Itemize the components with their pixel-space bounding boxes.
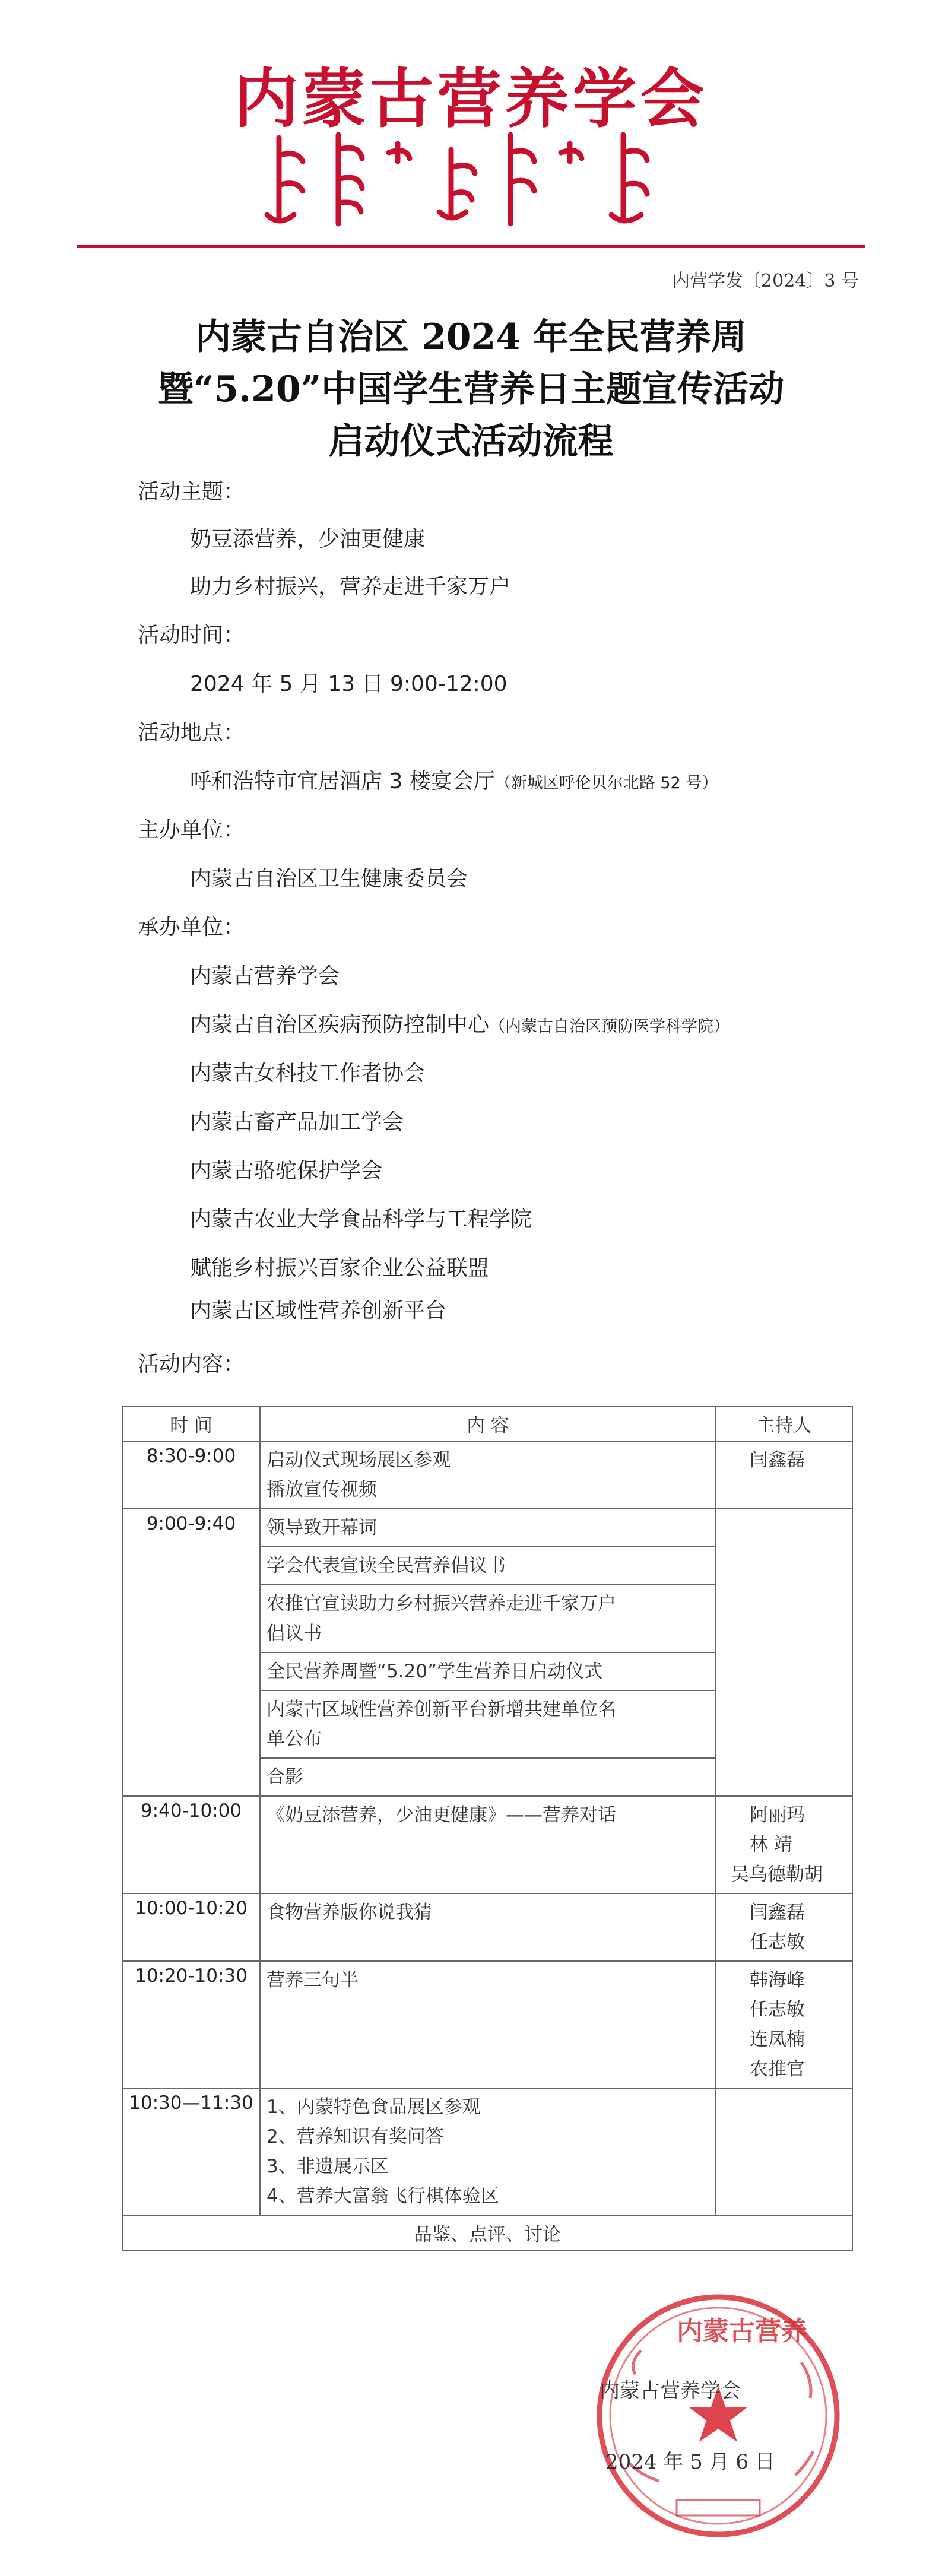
host-name: 任志敏 — [750, 1999, 805, 2020]
table-row — [122, 1893, 852, 1961]
host-name: 闫鑫磊 — [750, 1902, 805, 1923]
header-content: 内 容 — [260, 1406, 716, 1441]
row-content — [260, 2088, 716, 2215]
theme-label: 活动主题： — [138, 480, 245, 504]
seal-org-name: 内蒙古营养学会 — [600, 2379, 741, 2403]
organizer-item: 内蒙古农业大学食品科学与工程学院 — [190, 1207, 532, 1232]
svg-text:内蒙古营养: 内蒙古营养 — [677, 2316, 807, 2346]
content-line: 食物营养版你说我猜 — [267, 1902, 432, 1923]
location-note: （新城区呼伦贝尔北路 52 号） — [494, 774, 718, 792]
document-number: 内营学发〔2024〕3 号 — [672, 271, 859, 291]
organizer-item: 内蒙古骆驼保护学会 — [190, 1159, 383, 1183]
document-title-line-3: 启动仪式活动流程 — [328, 421, 614, 462]
row-content — [260, 1547, 716, 1585]
signature-date: 2024 年 5 月 6 日 — [605, 2450, 775, 2474]
organizer-name: 内蒙古自治区疾病预防控制中心 — [190, 1013, 490, 1037]
location-label: 活动地点： — [138, 721, 245, 745]
content-line: 合影 — [267, 1766, 303, 1788]
official-seal — [588, 2285, 849, 2546]
table-footer-row — [122, 2215, 852, 2250]
organizer-item: 赋能乡村振兴百家企业公益联盟 — [190, 1256, 490, 1280]
row-host — [716, 1509, 852, 1796]
table-row — [122, 1441, 852, 1509]
table-row — [122, 2088, 852, 2215]
time-value: 2024 年 5 月 13 日 9:00-12:00 — [190, 672, 508, 696]
document-title-line-2: 暨“5.20”中国学生营养日主题宣传活动 — [157, 369, 785, 410]
table-header-row — [122, 1406, 852, 1441]
organizer-note: （内蒙古自治区预防医学科学院） — [489, 1017, 730, 1036]
row-host — [716, 1441, 852, 1509]
row-time: 10:00-10:20 — [122, 1893, 260, 1961]
header-time: 时 间 — [122, 1406, 260, 1441]
mongolian-script-logo — [261, 126, 689, 233]
content-line: 2、营养知识有奖问答 — [267, 2126, 444, 2147]
host-name: 韩海峰 — [750, 1969, 805, 1991]
content-line: 播放宣传视频 — [267, 1479, 377, 1500]
row-time: 8:30-9:00 — [122, 1441, 260, 1509]
org-name-title: 内蒙古营养学会 — [234, 62, 708, 137]
organizer-item: 内蒙古畜产品加工学会 — [190, 1110, 404, 1134]
row-time: 10:30—11:30 — [122, 2088, 260, 2215]
content-line: 《奶豆添营养，少油更健康》——营养对话 — [267, 1804, 616, 1826]
table-row — [122, 1509, 852, 1547]
schedule-table — [122, 1406, 853, 2251]
theme-item: 助力乡村振兴，营养走进千家万户 — [190, 575, 511, 599]
content-line: 单公布 — [267, 1728, 322, 1750]
row-content — [260, 1690, 716, 1758]
row-content — [260, 1796, 716, 1893]
host-name: 吴乌德勒胡 — [731, 1864, 823, 1885]
organizer-item: 内蒙古女科技工作者协会 — [190, 1061, 426, 1086]
content-line: 领导致开幕词 — [267, 1517, 377, 1538]
host-name: 阿丽玛 — [750, 1804, 805, 1826]
content-line: 1、内蒙特色食品展区参观 — [267, 2096, 481, 2118]
row-content — [260, 1585, 716, 1652]
location-value — [190, 764, 718, 795]
host-name: 连凤楠 — [750, 2029, 805, 2050]
row-time: 9:00-9:40 — [122, 1509, 260, 1796]
table-footer: 品鉴、点评、讨论 — [122, 2215, 852, 2250]
organizers-label: 承办单位： — [138, 915, 245, 940]
time-label: 活动时间： — [138, 623, 245, 648]
host-label: 主办单位： — [138, 818, 245, 842]
table-row — [122, 1961, 852, 2088]
host-name: 任志敏 — [750, 1931, 805, 1953]
content-line: 全民营养周暨“5.20”学生营养日启动仪式 — [267, 1661, 603, 1682]
row-time: 10:20-10:30 — [122, 1961, 260, 2088]
host-name: 农推官 — [750, 2058, 805, 2080]
theme-item: 奶豆添营养，少油更健康 — [190, 527, 426, 551]
row-content — [260, 1441, 716, 1509]
row-content — [260, 1893, 716, 1961]
row-time: 9:40-10:00 — [122, 1796, 260, 1893]
content-line: 内蒙古区域性营养创新平台新增共建单位名 — [267, 1699, 616, 1720]
content-line: 启动仪式现场展区参观 — [267, 1449, 451, 1471]
content-line: 倡议书 — [267, 1623, 322, 1644]
organizer-item: 内蒙古区域性营养创新平台 — [190, 1299, 447, 1323]
row-host — [716, 2088, 852, 2215]
organizer-item: 内蒙古营养学会 — [190, 964, 340, 988]
row-content — [260, 1652, 716, 1690]
header-host: 主持人 — [716, 1406, 852, 1441]
content-line: 3、非遗展示区 — [267, 2156, 389, 2177]
content-line: 农推官宣读助力乡村振兴营养走进千家万户 — [267, 1593, 616, 1614]
row-content — [260, 1758, 716, 1796]
row-host — [716, 1961, 852, 2088]
row-host — [716, 1893, 852, 1961]
content-line: 营养三句半 — [267, 1969, 359, 1991]
table-row — [122, 1796, 852, 1893]
content-line: 学会代表宣读全民营养倡议书 — [267, 1555, 506, 1576]
organizer-item — [190, 1008, 730, 1038]
content-label: 活动内容： — [138, 1352, 245, 1376]
content-line: 4、营养大富翁飞行棋体验区 — [267, 2185, 499, 2207]
row-host — [716, 1796, 852, 1893]
host-value: 内蒙古自治区卫生健康委员会 — [190, 867, 468, 891]
row-content — [260, 1961, 716, 2088]
host-name: 林 靖 — [750, 1834, 792, 1855]
document-title-line-1: 内蒙古自治区 2024 年全民营养周 — [195, 316, 747, 358]
header-red-rule — [77, 245, 865, 248]
row-content — [260, 1509, 716, 1547]
host-name: 闫鑫磊 — [750, 1449, 805, 1471]
location-main: 呼和浩特市宜居酒店 3 楼宴会厅 — [190, 769, 495, 794]
